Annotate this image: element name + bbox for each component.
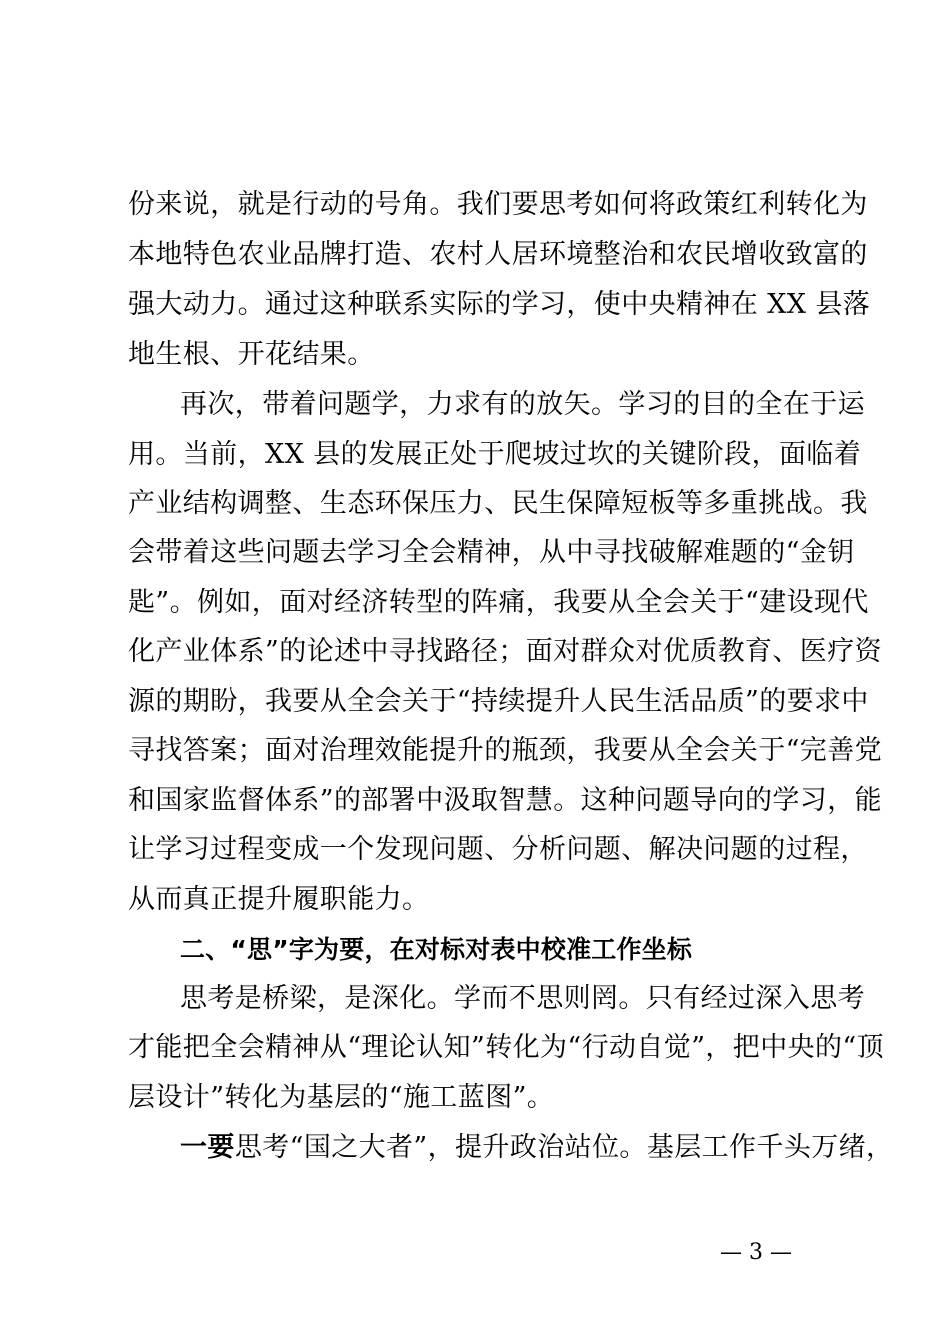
section-heading: 二、“思”字为要，在对标对表中校准工作坐标: [180, 935, 693, 964]
page-number: — 3 —: [720, 1240, 792, 1265]
paragraph-line: 从而真正提升履职能力。: [128, 884, 430, 915]
paragraph-line: 匙”。例如，面对经济转型的阵痛，我要从全会关于“建设现代: [128, 587, 869, 618]
paragraph-line: 源的期盼，我要从全会关于“持续提升人民生活品质”的要求中: [128, 686, 869, 717]
paragraph-line: 用。当前，XX 县的发展正处于爬坡过坎的关键阶段，面临着: [128, 439, 862, 470]
paragraph-line: [180, 1123, 894, 1172]
paragraph-line: 化产业体系”的论述中寻找路径；面对群众对优质教育、医疗资: [128, 636, 883, 667]
bold-lead: 一要: [180, 1132, 235, 1163]
paragraph-line: 和国家监督体系”的部署中汲取智慧。这种问题导向的学习，能: [128, 785, 883, 816]
paragraph-line: 会带着这些问题去学习全会精神，从中寻找破解难题的“金钥: [128, 537, 855, 568]
paragraph-line: 层设计”转化为基层的“施工蓝图”。: [128, 1082, 555, 1113]
paragraph-line: 本地特色农业品牌打造、农村人居环境整治和农民增收致富的: [128, 239, 868, 270]
paragraph-line: 思考是桥梁，是深化。学而不思则罔。只有经过深入思考: [180, 983, 865, 1014]
paragraph-line: 强大动力。通过这种联系实际的学习，使中央精神在 XX 县落: [128, 289, 871, 320]
paragraph-line: 再次，带着问题学，力求有的放矢。学习的目的全在于运: [180, 389, 865, 420]
paragraph-line: 地生根、开花结果。: [128, 339, 375, 370]
paragraph-line: 产业结构调整、生态环保压力、民生保障短板等多重挑战。我: [128, 488, 868, 519]
paragraph-line: 才能把全会精神从“理论认知”转化为“行动自觉”，把中央的“顶: [128, 1032, 885, 1063]
paragraph-text: 思考“国之大者”，提升政治站位。基层工作千头万绪，: [234, 1132, 894, 1163]
paragraph-line: 让学习过程变成一个发现问题、分析问题、解决问题的过程，: [128, 834, 868, 865]
paragraph-line: 寻找答案；面对治理效能提升的瓶颈，我要从全会关于“完善党: [128, 735, 883, 766]
paragraph-line: 份来说，就是行动的号角。我们要思考如何将政策红利转化为: [128, 189, 868, 220]
